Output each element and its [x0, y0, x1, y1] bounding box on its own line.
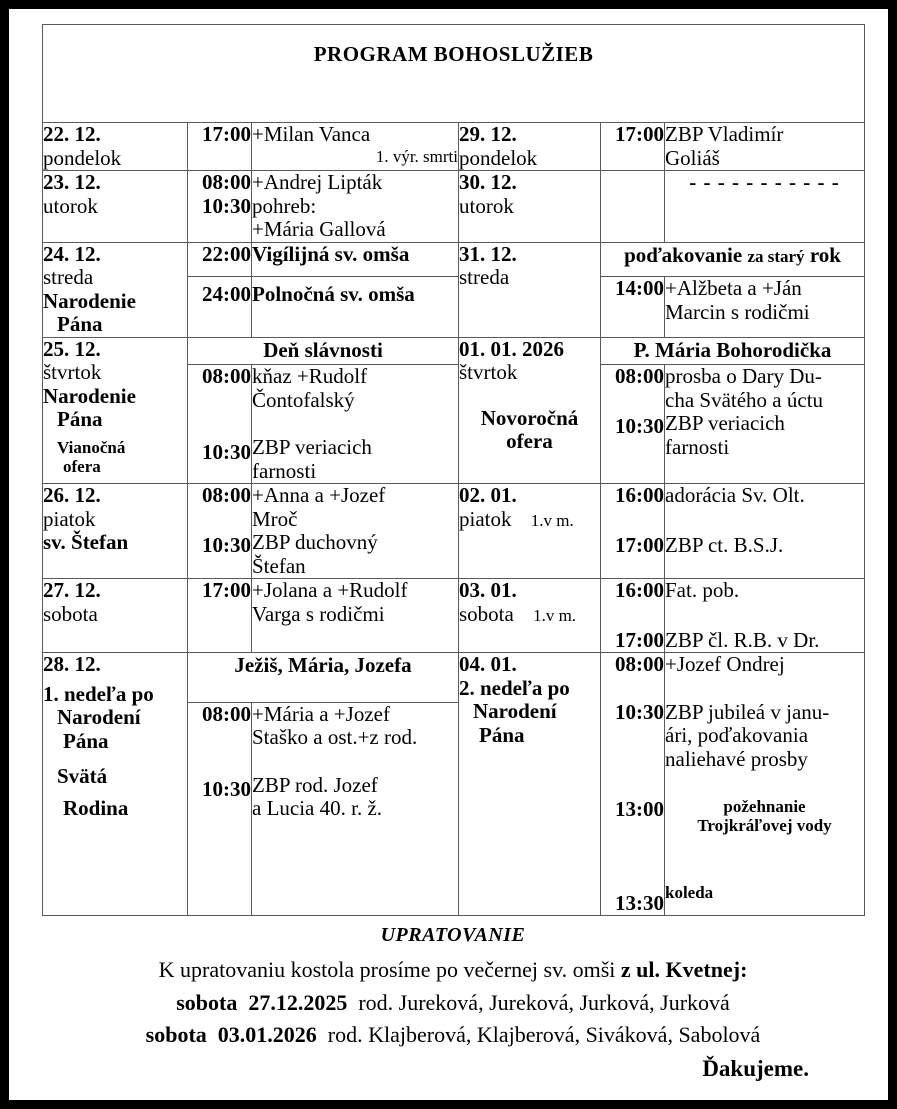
service-schedule-table	[42, 24, 865, 916]
time-label: 08:00	[202, 364, 251, 389]
cleaning-schedule-section	[42, 924, 864, 1082]
date-cell-25-12	[43, 337, 188, 484]
cleaning-day: sobota	[145, 1022, 207, 1048]
first-friday-note: 1.v m.	[530, 510, 574, 530]
table-row	[43, 171, 865, 243]
day-banner	[601, 242, 865, 277]
intention-cell	[665, 123, 865, 171]
feast-note: sv. Štefan	[43, 530, 129, 555]
time-label: 13:30	[615, 890, 664, 915]
date-label: 01. 01. 2026	[459, 336, 564, 361]
offering-note: ofera	[63, 456, 101, 476]
intention-line: cha Svätého a úctu	[665, 387, 824, 412]
intention-line: ZBP veriacich	[252, 435, 372, 460]
date-cell-02-01	[459, 484, 601, 579]
page-title: PROGRAM BOHOSLUŽIEB	[43, 25, 865, 123]
time-label: 10:30	[202, 532, 251, 557]
feast-note: Narodenie	[43, 288, 136, 313]
offering-note: Vianočná	[57, 437, 126, 457]
intention-line: požehnanie	[723, 797, 806, 817]
intention-cell	[665, 365, 865, 484]
time-cell	[601, 653, 665, 916]
feast-note: Pána	[57, 407, 103, 432]
time-label: 17:00	[615, 532, 664, 557]
time-label: 16:00	[615, 578, 664, 603]
intention-cell: Polnočná sv. omša	[252, 277, 459, 337]
cleaning-street: z ul. Kvetnej:	[620, 957, 748, 982]
time-cell	[188, 365, 252, 484]
intention-cell	[252, 702, 459, 916]
intention-line: kňaz +Rudolf	[252, 364, 368, 389]
weekday-label: štvrtok	[43, 360, 102, 385]
intention-line: +Andrej Lipták	[252, 170, 383, 195]
weekday-label: utorok	[459, 193, 514, 218]
date-label: 23. 12.	[43, 170, 101, 195]
time-cell: 17:00	[188, 123, 252, 171]
weekday-label: pondelok	[43, 145, 122, 170]
intention-subnote: 1. výr. smrti	[375, 146, 458, 166]
day-banner: Ježiš, Mária, Jozefa	[188, 653, 459, 702]
date-label: 04. 01.	[459, 652, 517, 677]
day-banner-end: rok	[809, 242, 841, 267]
cleaning-families: rod. Jureková, Jureková, Jurková, Jurková	[358, 989, 730, 1015]
table-title-row	[43, 25, 865, 123]
date-label: 28. 12.	[43, 652, 101, 677]
time-cell	[601, 365, 665, 484]
intention-line: a Lucia 40. r. ž.	[252, 796, 383, 821]
intention-line: Staško a ost.+z rod.	[252, 725, 418, 750]
time-cell: 17:00	[601, 123, 665, 171]
intention-cell	[665, 653, 865, 916]
cleaning-day: sobota	[176, 989, 238, 1015]
intention-line: Fat. pob.	[665, 578, 740, 603]
intention-cell	[252, 365, 459, 484]
intention-line: +Milan Vanca	[252, 122, 371, 146]
page-canvas	[9, 9, 888, 1100]
weekday-label: utorok	[43, 193, 98, 218]
date-label: 27. 12.	[43, 578, 101, 603]
time-label: 08:00	[615, 364, 664, 389]
feast-note: Narodení	[473, 699, 557, 724]
date-label: 24. 12.	[43, 241, 101, 266]
time-label: 10:30	[615, 699, 664, 724]
date-label: 30. 12.	[459, 170, 517, 195]
date-label: 02. 01.	[459, 483, 517, 508]
intention-line: naliehavé prosby	[665, 746, 808, 771]
intention-cell	[665, 579, 865, 653]
cleaning-date: 27.12.2025	[248, 989, 348, 1015]
intention-line: ári, poďakovania	[665, 723, 809, 748]
table-row	[43, 579, 865, 653]
intention-line: Varga s rodičmi	[252, 601, 385, 626]
cleaning-date: 03.01.2026	[217, 1022, 317, 1048]
intention-line: ZBP Vladimír	[665, 122, 784, 146]
time-cell	[188, 171, 252, 243]
first-saturday-note: 1.v m.	[533, 605, 577, 625]
table-row	[43, 242, 865, 277]
time-cell	[601, 484, 665, 579]
date-cell-22-12	[43, 123, 188, 171]
feast-note: Pána	[479, 722, 525, 747]
weekday-label: sobota	[43, 601, 98, 626]
intention-line: ZBP ct. B.S.J.	[665, 532, 784, 557]
date-cell-23-12	[43, 171, 188, 243]
intention-line: +Alžbeta a +Ján	[665, 276, 802, 301]
intention-line: ZBP jubileá v janu-	[665, 699, 830, 724]
time-cell	[601, 579, 665, 653]
cleaning-families: rod. Klajberová, Klajberová, Siváková, Sabolová	[327, 1022, 761, 1048]
time-cell	[188, 702, 252, 916]
no-service-placeholder: - - - - - - - - - - -	[665, 171, 865, 243]
weekday-label	[459, 603, 600, 627]
intention-cell	[252, 123, 459, 171]
intention-line: ZBP čl. R.B. v Dr.	[665, 627, 820, 652]
date-label: 22. 12.	[43, 122, 101, 146]
time-label: 08:00	[202, 483, 251, 508]
time-cell	[601, 171, 665, 243]
feast-note: 2. nedeľa po	[459, 675, 570, 700]
offering-note: ofera	[506, 429, 553, 454]
intention-line: +Jozef Ondrej	[665, 652, 785, 677]
intention-line: koleda	[665, 883, 714, 903]
thanks-note: Ďakujeme.	[702, 1055, 809, 1081]
time-label: 08:00	[202, 701, 251, 726]
intention-line: farnosti	[252, 458, 317, 483]
time-cell	[188, 484, 252, 579]
date-label: 26. 12.	[43, 483, 101, 508]
time-label: 08:00	[615, 652, 664, 677]
intention-line: adorácia Sv. Olt.	[665, 483, 805, 508]
day-banner-main: poďakovanie	[624, 242, 743, 267]
intention-cell	[252, 171, 459, 243]
time-cell: 22:00	[188, 242, 252, 277]
intention-line: farnosti	[665, 434, 730, 459]
feast-note: Rodina	[63, 795, 129, 820]
table-row	[43, 123, 865, 171]
intention-line: prosba o Dary Du-	[665, 364, 822, 389]
date-cell-29-12	[459, 123, 601, 171]
intention-line: ZBP duchovný	[252, 530, 378, 555]
intention-line: Čontofalský	[252, 387, 355, 412]
feast-note: Pána	[57, 312, 103, 337]
cleaning-intro-text: K upratovaniu kostola prosíme po večernej sv. omši	[158, 957, 621, 982]
time-label: 10:30	[202, 439, 251, 464]
time-label: 10:30	[202, 193, 251, 218]
weekday-label: štvrtok	[459, 360, 518, 385]
table-row	[43, 653, 865, 702]
weekday-text: piatok	[459, 506, 512, 531]
intention-cell	[665, 277, 865, 337]
intention-line: Štefan	[252, 553, 306, 578]
feast-note: Svätá	[57, 764, 108, 789]
feast-note: Narodenie	[43, 383, 136, 408]
cleaning-row	[42, 987, 864, 1020]
cleaning-heading: UPRATOVANIE	[380, 924, 526, 946]
intention-line: ZBP rod. Jozef	[252, 772, 378, 797]
date-cell-28-12	[43, 653, 188, 916]
date-label: 29. 12.	[459, 122, 517, 146]
table-row	[43, 337, 865, 365]
feast-note: Pána	[63, 728, 109, 753]
date-cell-04-01	[459, 653, 601, 916]
date-cell-03-01	[459, 579, 601, 653]
time-label: 10:30	[615, 413, 664, 438]
cleaning-row	[42, 1019, 864, 1052]
intention-line: +Mária Gallová	[252, 217, 386, 242]
date-cell-27-12	[43, 579, 188, 653]
time-label: 17:00	[615, 627, 664, 652]
date-label: 25. 12.	[43, 336, 101, 361]
time-label: 13:00	[615, 797, 664, 822]
intention-line: Goliáš	[665, 145, 720, 170]
day-banner: Deň slávnosti	[188, 337, 459, 365]
weekday-label: piatok	[43, 506, 96, 531]
intention-cell: Vigílijná sv. omša	[252, 242, 459, 277]
weekday-label	[459, 508, 600, 532]
intention-line: ZBP veriacich	[665, 411, 785, 436]
intention-line: Mroč	[252, 506, 298, 531]
day-banner: P. Mária Bohorodička	[601, 337, 865, 365]
date-cell-30-12	[459, 171, 601, 243]
feast-note: 1. nedeľa po	[43, 681, 154, 706]
intention-line: Trojkráľovej vody	[697, 816, 832, 836]
date-cell-31-12	[459, 242, 601, 337]
intention-line: +Jolana a +Rudolf	[252, 578, 408, 603]
weekday-label: pondelok	[459, 145, 538, 170]
intention-cell	[252, 579, 459, 653]
intention-cell	[252, 484, 459, 579]
intention-cell	[665, 484, 865, 579]
intention-line: +Mária a +Jozef	[252, 701, 390, 726]
time-label: 10:30	[202, 777, 251, 802]
intention-line: Marcin s rodičmi	[665, 299, 810, 324]
date-cell-24-12	[43, 242, 188, 337]
date-cell-01-01	[459, 337, 601, 484]
date-label: 31. 12.	[459, 241, 517, 266]
cleaning-intro	[42, 954, 864, 987]
weekday-label: streda	[459, 265, 510, 290]
time-cell: 24:00	[188, 277, 252, 337]
time-label: 16:00	[615, 483, 664, 508]
time-cell: 14:00	[601, 277, 665, 337]
weekday-text: sobota	[459, 601, 514, 626]
time-label: 08:00	[202, 170, 251, 195]
intention-line: +Anna a +Jozef	[252, 483, 386, 508]
time-cell: 17:00	[188, 579, 252, 653]
table-row	[43, 484, 865, 579]
date-cell-26-12	[43, 484, 188, 579]
offering-note: Novoročná	[480, 405, 579, 430]
feast-note: Narodení	[57, 705, 141, 730]
intention-line: pohreb:	[252, 193, 317, 218]
day-banner-small: za starý	[747, 246, 805, 266]
weekday-label: streda	[43, 265, 94, 290]
date-label: 03. 01.	[459, 578, 517, 603]
